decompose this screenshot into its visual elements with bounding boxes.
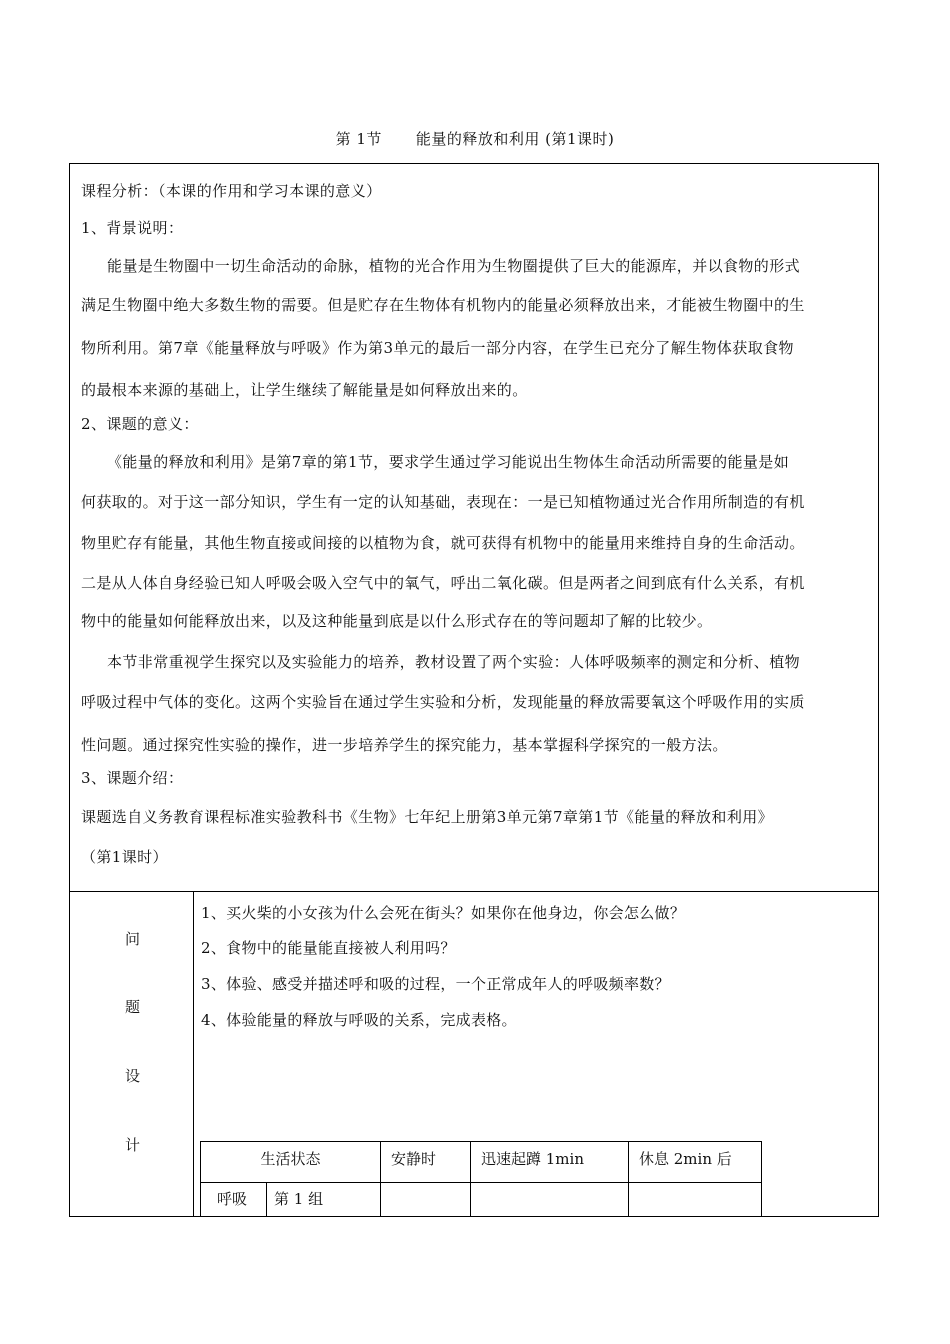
label-char: 题	[125, 998, 141, 1016]
table-header-row	[201, 1142, 762, 1183]
experiment-line: 呼吸过程中气体的变化。这两个实验旨在通过学生实验和分析，发现能量的释放需要氧这个呼吸作用的实质	[81, 693, 805, 711]
lesson-table	[69, 163, 879, 1217]
question-item: 4、体验能量的释放与呼吸的关系，完成表格。	[201, 1011, 517, 1029]
row-label: 呼吸	[201, 1183, 267, 1217]
lesson-name: 能量的释放和利用 (第1课时)	[415, 130, 615, 148]
page-title	[0, 128, 950, 149]
section-number: 第 1节	[335, 130, 382, 148]
intro-heading: 3、课题介绍：	[81, 769, 184, 787]
header-rest: 安静时	[381, 1142, 471, 1183]
question-design-label-cell	[70, 892, 194, 1216]
background-line: 物所利用。第7章《能量释放与呼吸》作为第3单元的最后一部分内容，在学生已充分了解生物体获取食物	[81, 339, 794, 357]
table-row	[201, 1183, 762, 1217]
table-cell[interactable]	[629, 1183, 762, 1217]
header-squat: 迅速起蹲 1min	[471, 1142, 629, 1183]
experiment-line: 本节非常重视学生探究以及实验能力的培养，教材设置了两个实验：人体呼吸频率的测定和分析、植物	[107, 653, 801, 671]
significance-line: 物中的能量如何能释放出来，以及这种能量到底是以什么形式存在的等问题却了解的比较少。	[81, 612, 713, 630]
intro-line: （第1课时）	[81, 848, 168, 866]
significance-heading: 2、课题的意义：	[81, 415, 199, 433]
significance-line: 物里贮存有能量，其他生物直接或间接的以植物为食，就可获得有机物中的能量用来维持自身的生命活动。	[81, 534, 805, 552]
label-char: 计	[125, 1136, 141, 1154]
background-heading: 1、背景说明：	[81, 219, 184, 237]
label-char: 设	[125, 1067, 141, 1085]
table-cell[interactable]	[471, 1183, 629, 1217]
background-line: 满足生物圈中绝大多数生物的需要。但是贮存在生物体有机物内的能量必须释放出来，才能被生物圈中的生	[81, 296, 805, 314]
significance-line: 二是从人体自身经验已知人呼吸会吸入空气中的氧气，呼出二氧化碳。但是两者之间到底有什么关系，有机	[81, 574, 805, 592]
label-char: 问	[125, 930, 141, 948]
course-analysis-cell	[70, 164, 878, 892]
breathing-rate-table	[200, 1141, 762, 1217]
intro-line: 课题选自义务教育课程标准实验教科书《生物》七年纪上册第3单元第7章第1节《能量的释放和利用》	[81, 808, 774, 826]
analysis-heading: 课程分析：（本课的作用和学习本课的意义）	[81, 182, 382, 200]
background-line: 能量是生物圈中一切生命活动的命脉，植物的光合作用为生物圈提供了巨大的能源库，并以食物的形式	[107, 257, 801, 275]
header-state: 生活状态	[201, 1142, 381, 1183]
question-item: 2、食物中的能量能直接被人利用吗？	[201, 939, 456, 957]
significance-line: 《能量的释放和利用》是第7章的第1节，要求学生通过学习能说出生物体生命活动所需要的能量是如	[107, 453, 790, 471]
significance-line: 何获取的。对于这一部分知识，学生有一定的认知基础，表现在：一是已知植物通过光合作用所制造的有机	[81, 493, 805, 511]
background-line: 的最根本来源的基础上，让学生继续了解能量是如何释放出来的。	[81, 381, 528, 399]
question-item: 3、体验、感受并描述呼和吸的过程，一个正常成年人的呼吸频率数？	[201, 975, 670, 993]
header-after-rest: 休息 2min 后	[629, 1142, 762, 1183]
question-item: 1、买火柴的小女孩为什么会死在街头？如果你在他身边，你会怎么做？	[201, 904, 686, 922]
row-group: 第 1 组	[267, 1183, 381, 1217]
table-cell[interactable]	[381, 1183, 471, 1217]
experiment-line: 性问题。通过探究性实验的操作，进一步培养学生的探究能力，基本掌握科学探究的一般方法。	[81, 736, 728, 754]
